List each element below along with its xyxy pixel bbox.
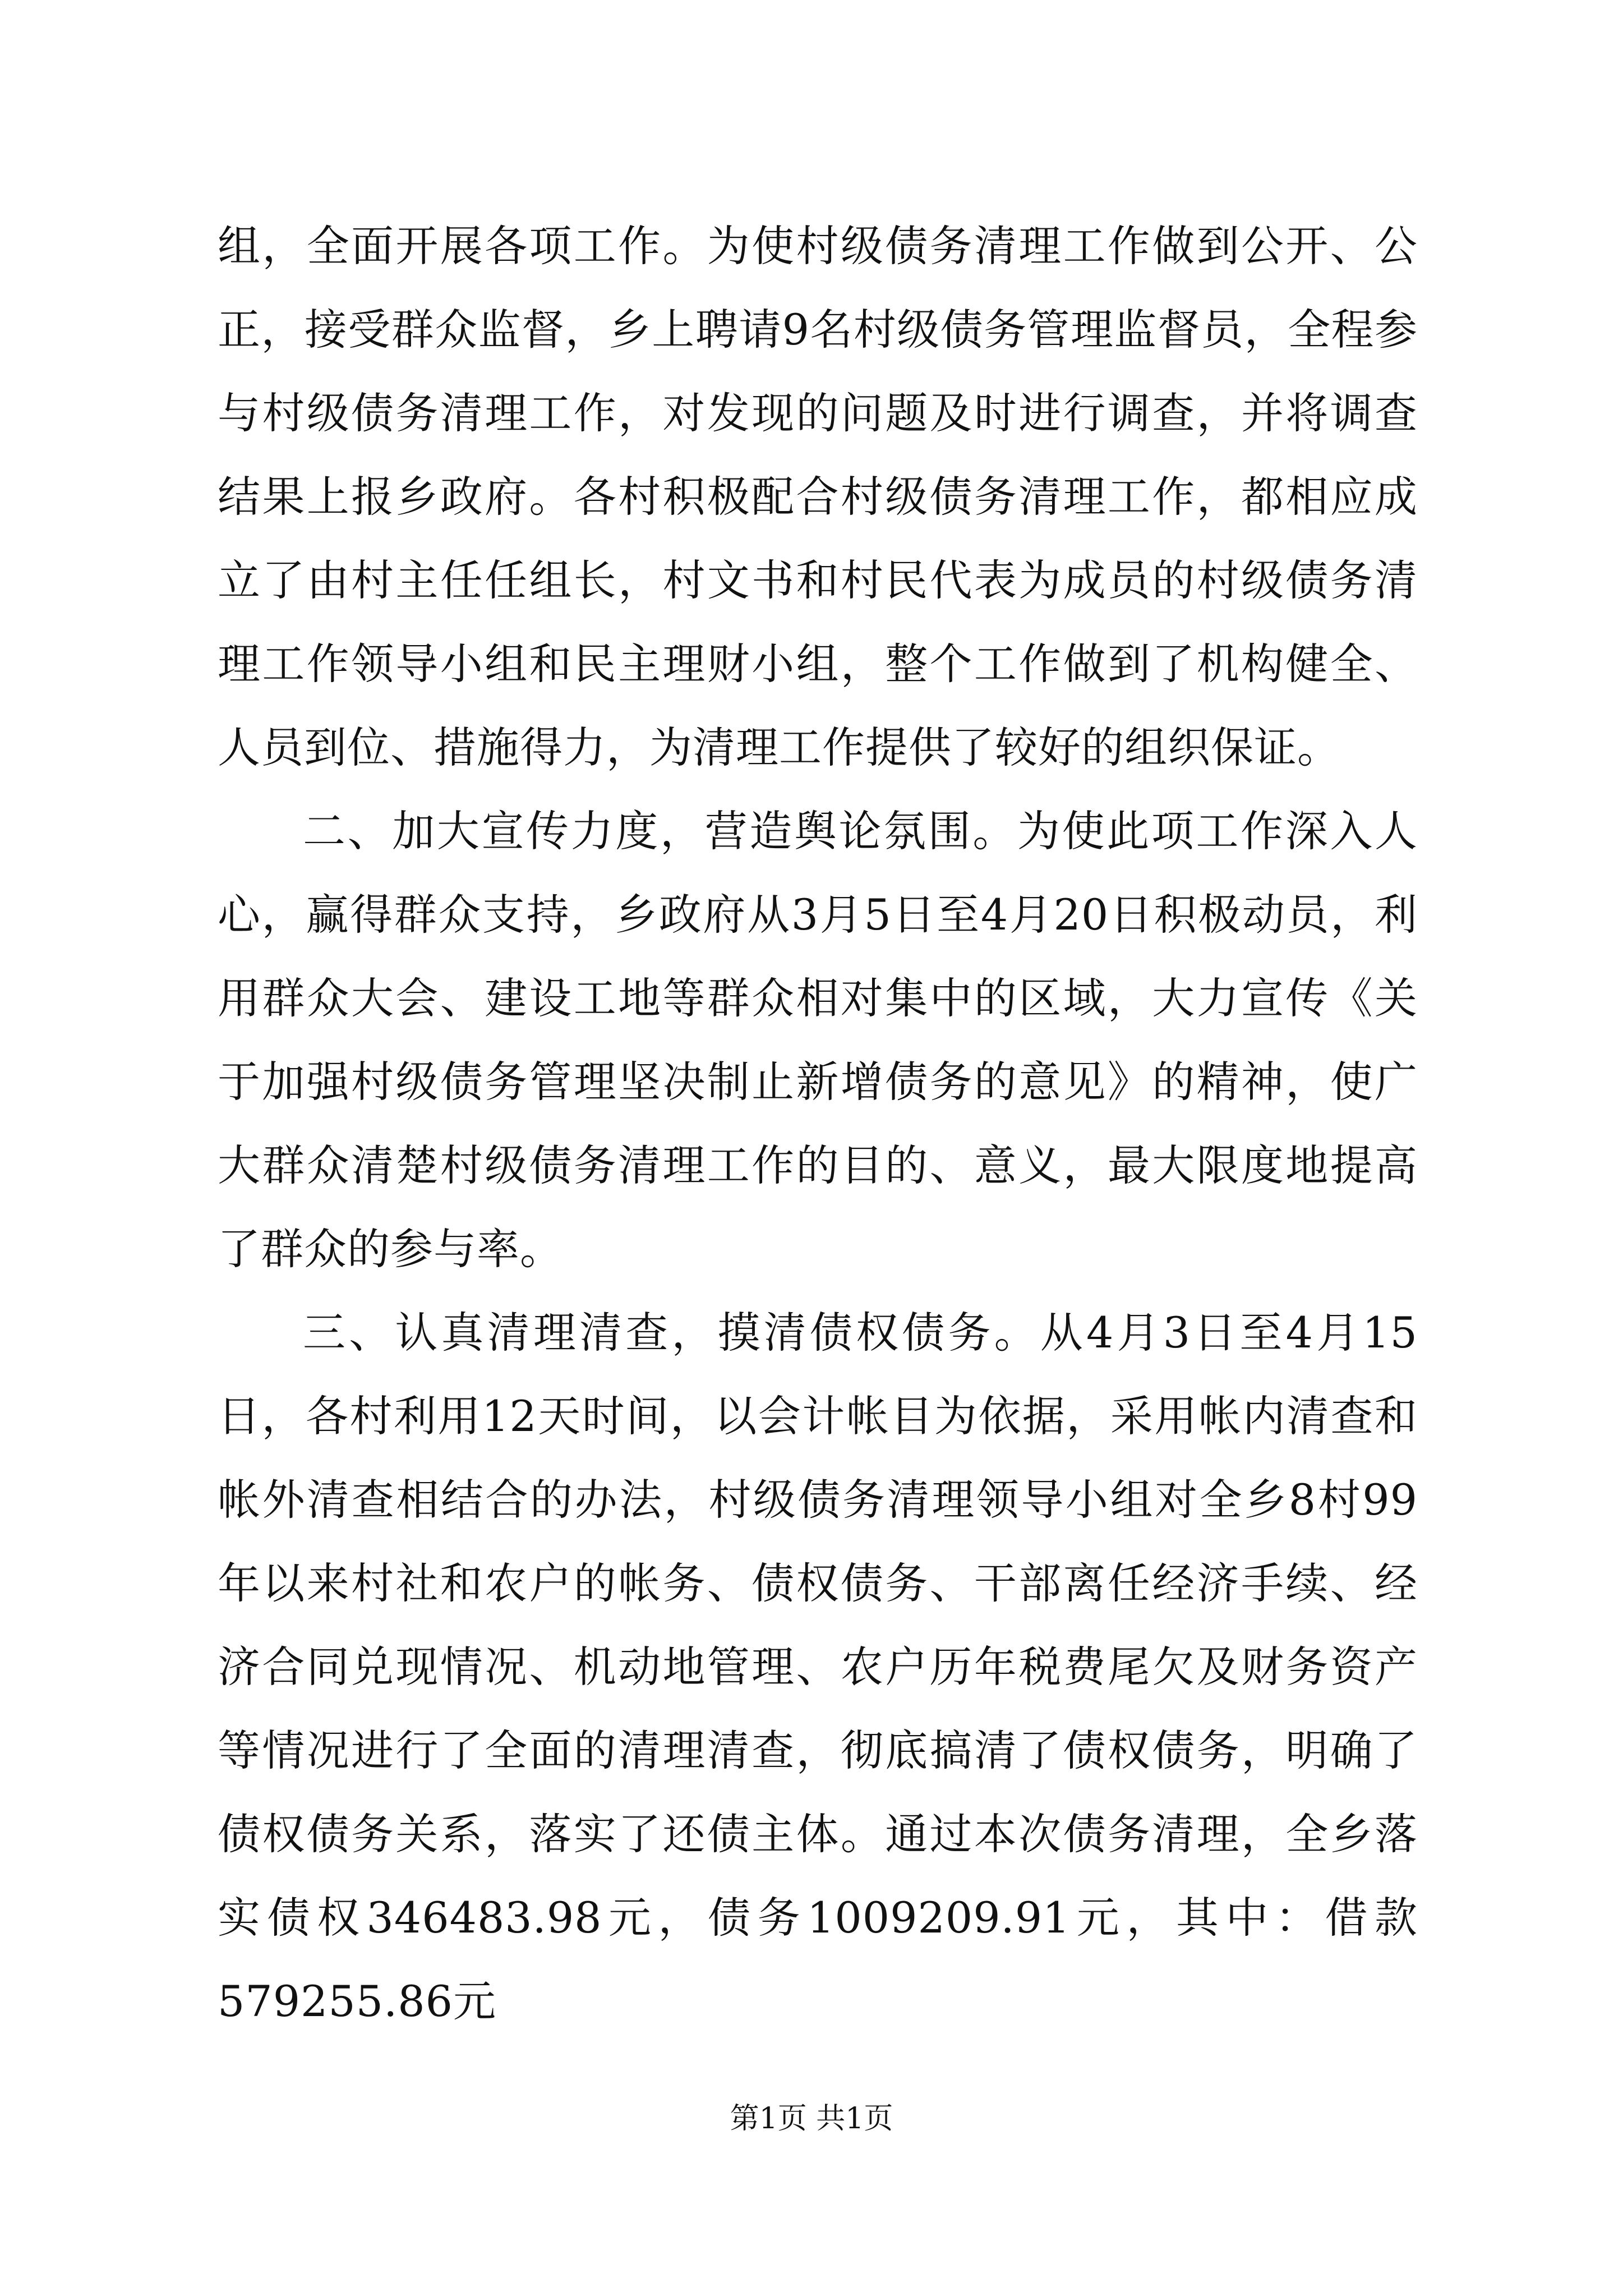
page-footer: 第1页 共1页: [730, 2102, 893, 2136]
paragraph-3: 三、认真清理清查，摸清债权债务。从4月3日至4月15日，各村利用12天时间，以会计帐目为依据，采用帐内清查和帐外清查相结合的办法，村级债务清理领导小组对全乡8村99年以来村社和农户的帐务、债权债务、干部离任经济手续、经济合同兑现情况、机动地管理、农户历年税费尾欠及财务资产等情况进行了全面的清理清查，彻底搞清了债权债务，明确了债权债务关系，落实了还债主体。通过本次债务清理，全乡落实债权346483.98元，债务1009209.91元，其中：借款579255.86元: [218, 1308, 1418, 2026]
paragraph-2: 二、加大宣传力度，营造舆论氛围。为使此项工作深入人心，赢得群众支持，乡政府从3月5日至4月20日积极动员，利用群众大会、建设工地等群众相对集中的区域，大力宣传《关于加强村级债务管理坚决制止新增债务的意见》的精神，使广大群众清楚村级债务清理工作的目的、意义，最大限度地提高了群众的参与率。: [218, 806, 1418, 1274]
document-body: [218, 204, 1418, 2043]
paragraph-1: 组，全面开展各项工作。为使村级债务清理工作做到公开、公正，接受群众监督，乡上聘请9名村级债务管理监督员，全程参与村级债务清理工作，对发现的问题及时进行调查，并将调查结果上报乡政府。各村积极配合村级债务清理工作，都相应成立了由村主任任组长，村文书和村民代表为成员的村级债务清理工作领导小组和民主理财小组，整个工作做到了机构健全、人员到位、措施得力，为清理工作提供了较好的组织保证。: [218, 221, 1418, 772]
